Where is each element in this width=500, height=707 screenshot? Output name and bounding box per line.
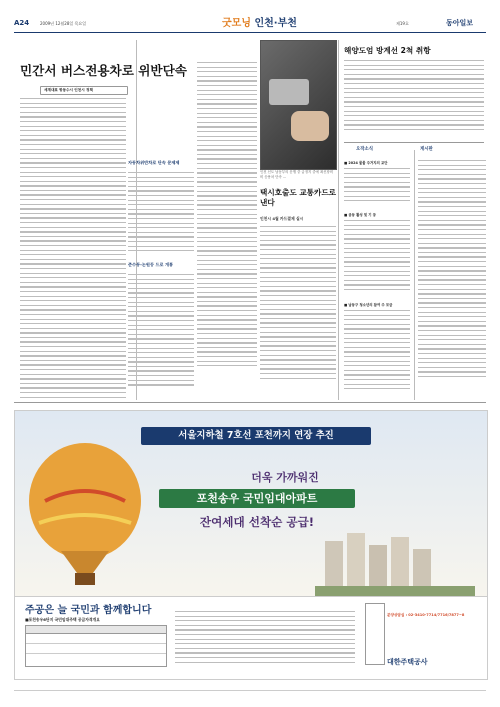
photo-caption: 인천 신도 남동부의 운행 중 급정지 중에 최신장비 비 승용차 단속 ... <box>260 170 334 180</box>
news-item-3-body <box>344 310 410 398</box>
ad-top-rule <box>14 402 486 403</box>
article1-subhead: 세계대표 항동수시 인천시 정책 <box>44 88 93 92</box>
article1-body-col3 <box>128 274 194 398</box>
page-header <box>14 14 486 33</box>
hot-air-balloon <box>25 441 145 591</box>
column-divider <box>414 150 415 400</box>
ad-line1: 더욱 가까워진 <box>251 471 319 484</box>
article3-headline: 해양도엄 방계선 2척 취항 <box>344 46 431 55</box>
news-item-1-body <box>344 168 410 208</box>
news-item-3: ■ 남동구 청소년의 참여 주 모금 <box>344 303 393 307</box>
news-item-1: ■ 2024 물물 주거지의 교단 <box>344 161 388 165</box>
article3-body <box>344 60 484 140</box>
issue-date: 2009년 12월28일 목요일 <box>40 21 87 26</box>
article1-body-col4 <box>197 62 257 398</box>
apartment-buildings <box>315 531 475 596</box>
page-number: A24 <box>14 19 30 27</box>
section-name: 인천·부천 <box>254 18 297 29</box>
news-item-2: ■ 공동 활성 및 기 등 <box>344 213 377 217</box>
article1-headline: 민간서 버스전용차로 위반단속 <box>20 63 187 78</box>
advertisement <box>14 410 488 680</box>
article2-lead: 인천시 4월 카드결제 실시 <box>260 216 304 221</box>
section-title <box>222 14 297 29</box>
article2-body <box>260 226 336 398</box>
section-rule <box>344 142 484 143</box>
ad-line3: 잔여세대 선착순 공급! <box>199 515 315 529</box>
ad-line2: 포천송우 국민임대아파트 <box>159 489 355 508</box>
ad-notes <box>175 611 355 671</box>
page-footer <box>14 690 486 695</box>
article1-body-col1 <box>20 98 126 398</box>
ad-banner-subway: 서울지하철 7호선 포천까지 연장 추진 <box>141 427 371 445</box>
column-title-news: 오작소식 <box>356 147 373 152</box>
card-terminal-shape <box>269 79 309 105</box>
article1-sidebar-title: 자동차위반차로 단속 문제제 <box>128 160 180 165</box>
paper-logo: 동아일보 <box>446 18 474 27</box>
ad-company: 대한주택공사 <box>387 658 428 666</box>
board-body <box>418 160 486 398</box>
taxi-photo <box>260 40 337 170</box>
ad-location-map <box>365 603 385 665</box>
ad-phone: 분양상담실 : 02-3410-7714/7716/7877~8 <box>387 613 465 617</box>
news-item-2-body <box>344 220 410 300</box>
hand-shape <box>291 111 329 141</box>
ad-slogan: 주공은 늘 국민과 함께합니다 <box>25 605 152 616</box>
ad-table-title: ■포천송우6단지 국민임대주택 공급자격개요 <box>25 617 100 622</box>
article2-headline: 택시호출도 교통카드로 낸다 <box>260 188 336 207</box>
article1-body-col2 <box>128 172 194 256</box>
article1-sidebar-title2: 준수동-논원등 드로 개통 <box>128 262 174 267</box>
ad-table <box>25 625 167 667</box>
section-brand: 굿모닝 <box>222 18 251 29</box>
article1-subhead-box <box>40 86 128 95</box>
column-title-board: 게시판 <box>420 147 433 152</box>
ad-bottom-panel <box>15 596 487 680</box>
column-divider <box>338 40 339 400</box>
issue-site: 제19호 <box>396 21 409 26</box>
